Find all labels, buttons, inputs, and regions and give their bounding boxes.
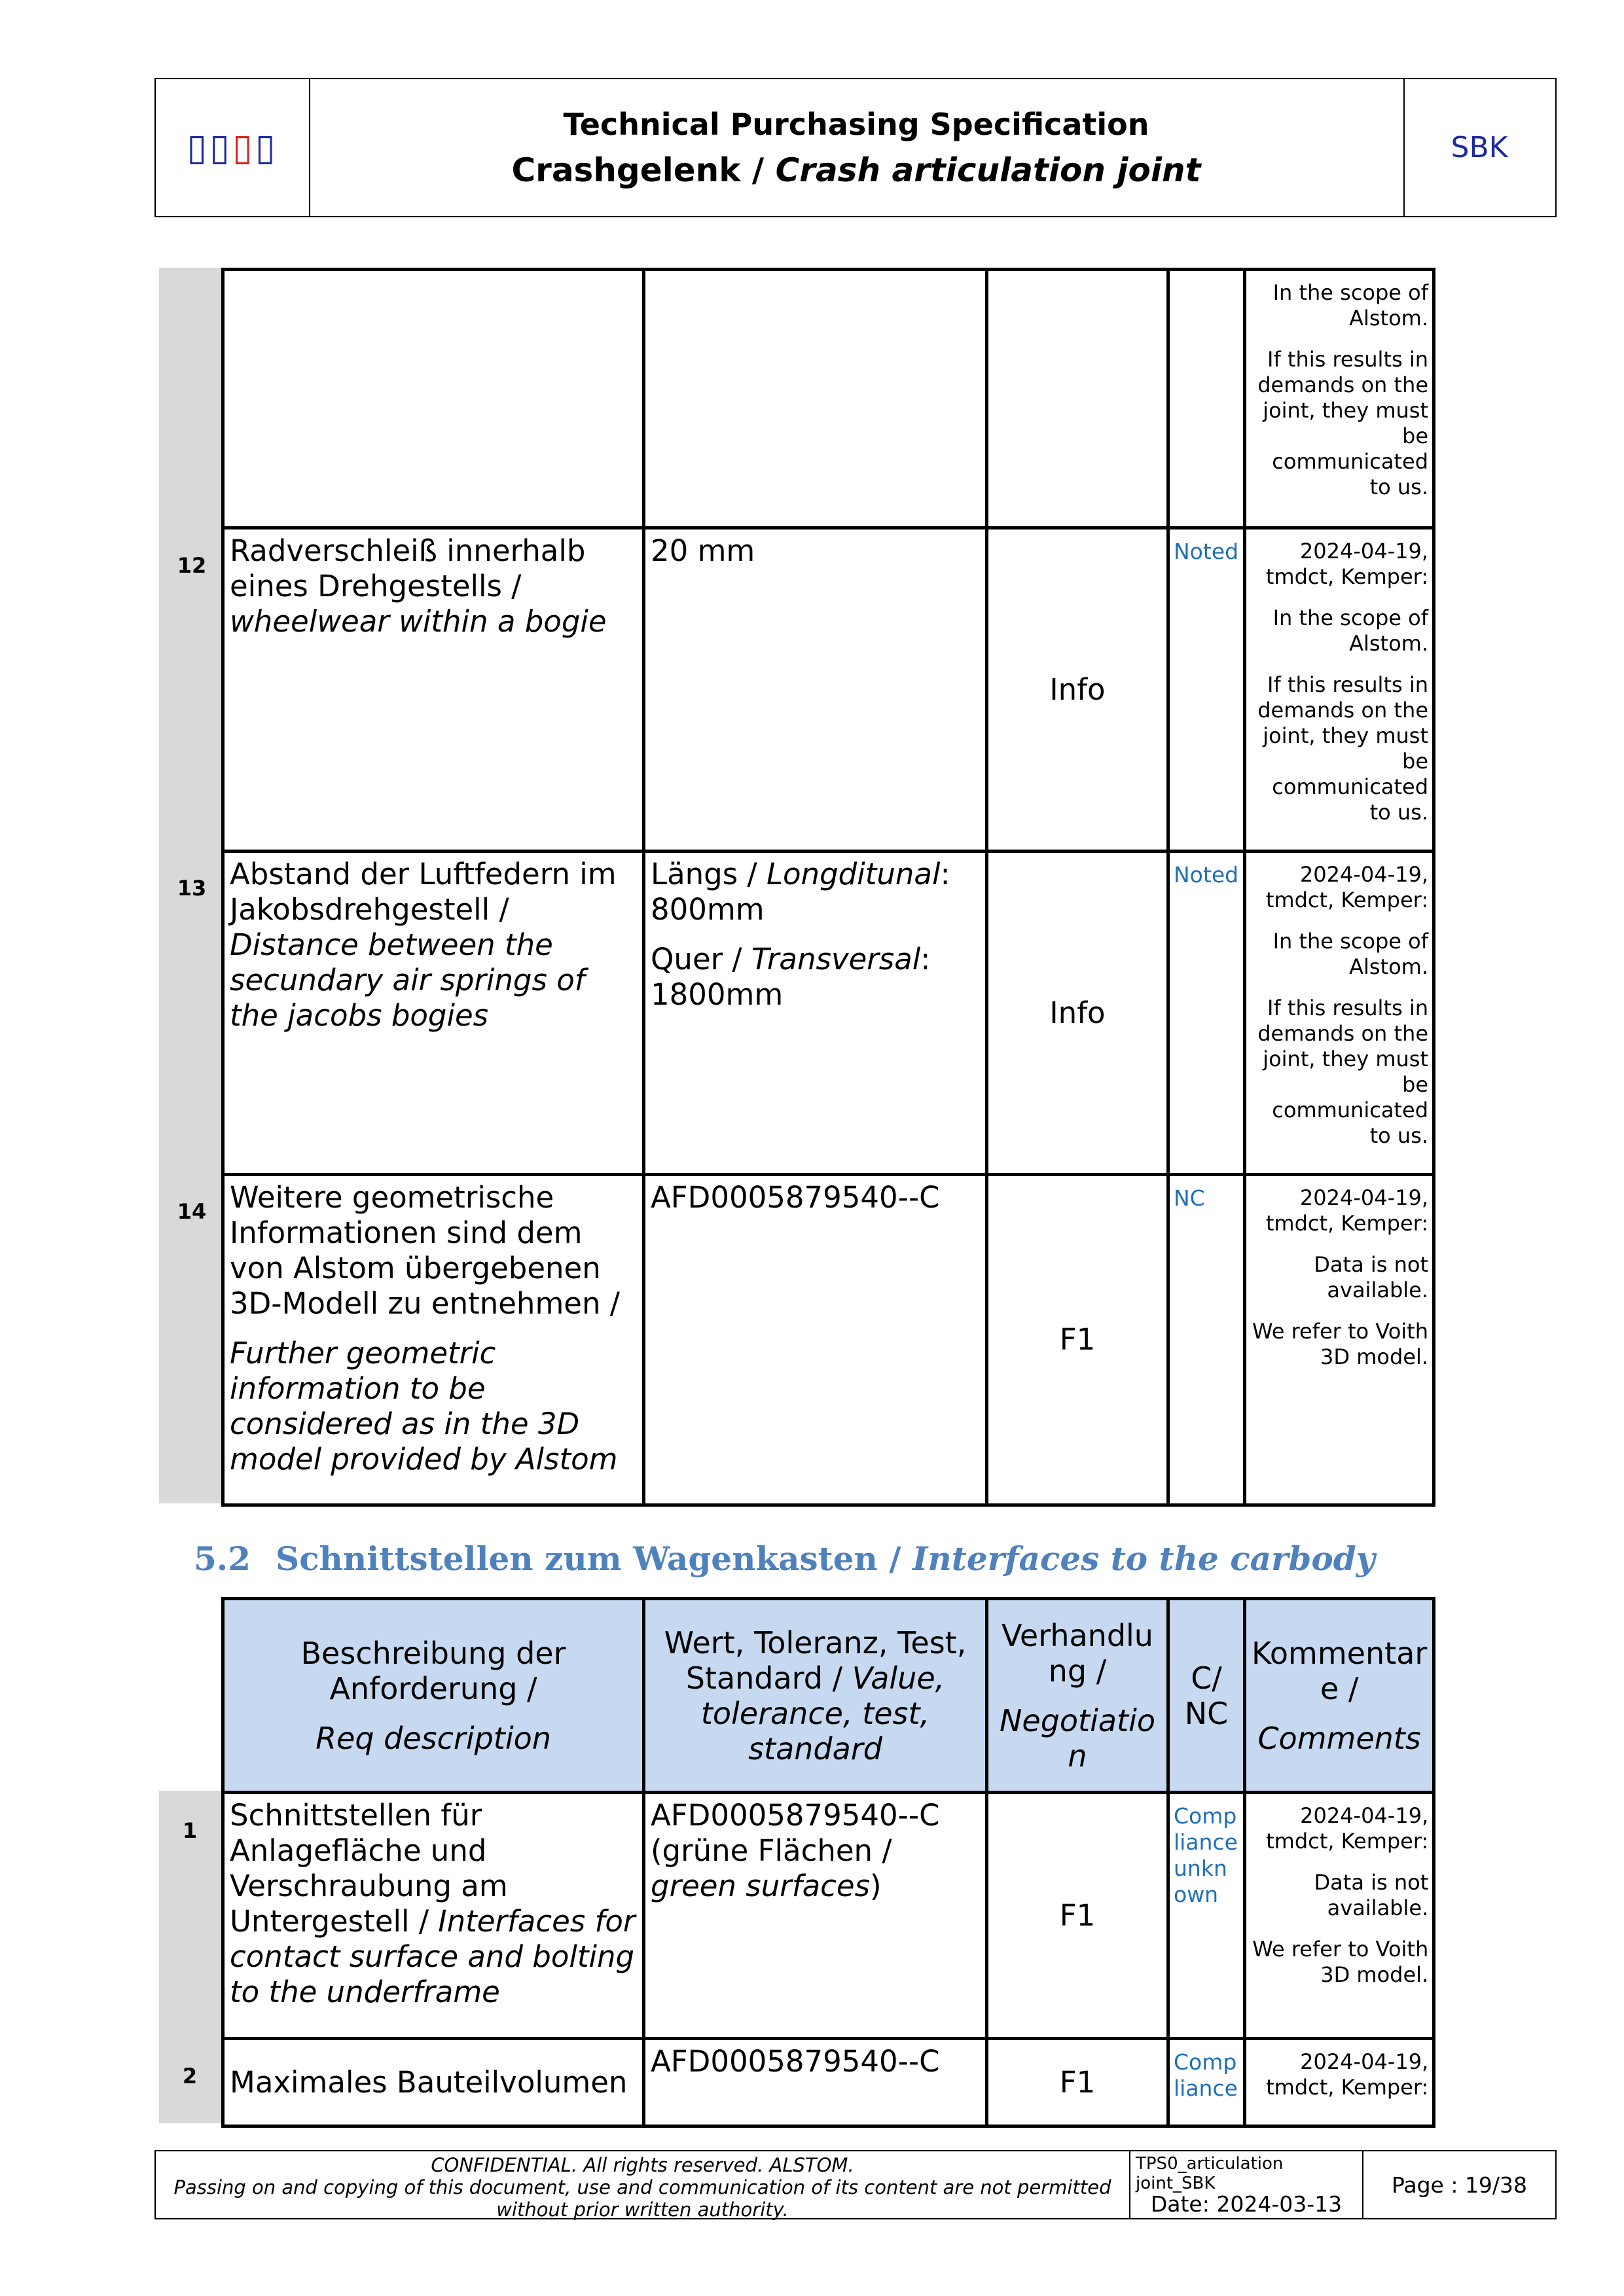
desc-cell: Radverschleiß innerhalb eines Drehgestells / wheelwear within a bogie xyxy=(223,528,644,852)
page-header xyxy=(154,78,1557,217)
table-row xyxy=(223,2039,1434,2126)
value-cell: 20 mm xyxy=(644,528,987,852)
comment-cell: In the scope of Alstom. If this results in demands on the joint, they must be communicated to us. xyxy=(1245,270,1434,528)
comment-cell: 2024-04-19, tmdct, Kemper: In the scope of Alstom. If this results in demands on the joint, they must be communicated to us. xyxy=(1245,528,1434,852)
requirements-table-2 xyxy=(221,1597,1435,2128)
table-row xyxy=(223,852,1434,1175)
title-cell xyxy=(309,79,1405,216)
table-row xyxy=(223,528,1434,852)
status-cell: Compliance unknown xyxy=(1168,1793,1245,2039)
value-cell: AFD0005879540--C (grüne Flächen / green surfaces) xyxy=(644,1793,987,2039)
page-footer xyxy=(154,2150,1557,2219)
comment-cell: 2024-04-19, tmdct, Kemper: Data is not available. We refer to Voith 3D model. xyxy=(1245,1175,1434,1505)
negotiation-cell: F1 xyxy=(987,1175,1168,1505)
desc-cell xyxy=(223,270,644,528)
desc-cell: Maximales Bauteilvolumen xyxy=(223,2039,644,2126)
value-cell xyxy=(644,270,987,528)
row-number: 12 xyxy=(177,553,207,578)
comment-cell: 2024-04-19, tmdct, Kemper: xyxy=(1245,2039,1434,2126)
value-cell: AFD0005879540--C xyxy=(644,1175,987,1505)
alstom-logo: ▯▯▯▯ xyxy=(187,126,278,169)
document-title: Technical Purchasing Specification xyxy=(563,106,1149,142)
status-cell: Compliance xyxy=(1168,2039,1245,2126)
row-number: 14 xyxy=(177,1199,207,1224)
negotiation-cell: Info xyxy=(987,528,1168,852)
status-cell xyxy=(1168,270,1245,528)
row-number: 1 xyxy=(182,1818,198,1843)
value-cell: Längs / Longditunal: 800mm Quer / Transversal: 1800mm xyxy=(644,852,987,1175)
section-heading: 5.2 Schnittstellen zum Wagenkasten / Interfaces to the carbody xyxy=(194,1539,1375,1578)
comment-cell: 2024-04-19, tmdct, Kemper: Data is not available. We refer to Voith 3D model. xyxy=(1245,1793,1434,2039)
negotiation-cell: Info xyxy=(987,852,1168,1175)
confidentiality-notice: CONFIDENTIAL. All rights reserved. ALSTOM. Passing on and copying of this document, use and communication of its content are not permitted without prior written authority. xyxy=(156,2151,1130,2218)
column-header-c-nc: C/ NC xyxy=(1168,1599,1245,1793)
document-info xyxy=(1130,2151,1363,2218)
logo-cell xyxy=(156,79,310,216)
table-row xyxy=(223,1175,1434,1505)
document-subtitle: Crashgelenk / Crash articulation joint xyxy=(511,151,1201,189)
comment-cell: 2024-04-19, tmdct, Kemper: In the scope of Alstom. If this results in demands on the joint, they must be communicated to us. xyxy=(1245,852,1434,1175)
row-number: 13 xyxy=(177,876,207,901)
status-cell: NC xyxy=(1168,1175,1245,1505)
table-row xyxy=(223,1793,1434,2039)
column-header-comments: Kommentar e / Comments xyxy=(1245,1599,1434,1793)
document-code: SBK xyxy=(1451,131,1508,164)
negotiation-cell: F1 xyxy=(987,1793,1168,2039)
negotiation-cell xyxy=(987,270,1168,528)
row-number: 2 xyxy=(182,2064,198,2089)
desc-cell: Weitere geometrische Informationen sind dem von Alstom übergebenen 3D-Modell zu entnehmen / Further geometric information to be considered as in the 3D model provided by Alstom xyxy=(223,1175,644,1505)
requirements-table-1 xyxy=(221,268,1435,1507)
status-cell: Noted xyxy=(1168,528,1245,852)
desc-cell: Abstand der Luftfedern im Jakobsdrehgestell / Distance between the secundary air springs of the jacobs bogies xyxy=(223,852,644,1175)
status-cell: Noted xyxy=(1168,852,1245,1175)
column-header-description: Beschreibung der Anforderung / Req description xyxy=(223,1599,644,1793)
column-header-value: Wert, Toleranz, Test, Standard / Value, tolerance, test, standard xyxy=(644,1599,987,1793)
negotiation-cell: F1 xyxy=(987,2039,1168,2126)
table-header-row xyxy=(223,1599,1434,1793)
table-row xyxy=(223,270,1434,528)
value-cell: AFD0005879540--C xyxy=(644,2039,987,2126)
document-date: Date: 2024-03-13 xyxy=(1150,2191,1343,2217)
desc-cell: Schnittstellen für Anlagefläche und Verschraubung am Untergestell / Interfaces for contact surface and bolting to the underframe xyxy=(223,1793,644,2039)
page-number: Page : 19/38 xyxy=(1391,2172,1528,2198)
column-header-negotiation: Verhandlu ng / Negotiatio n xyxy=(987,1599,1168,1793)
document-name: TPS0_articulation joint_SBK xyxy=(1136,2154,1284,2193)
